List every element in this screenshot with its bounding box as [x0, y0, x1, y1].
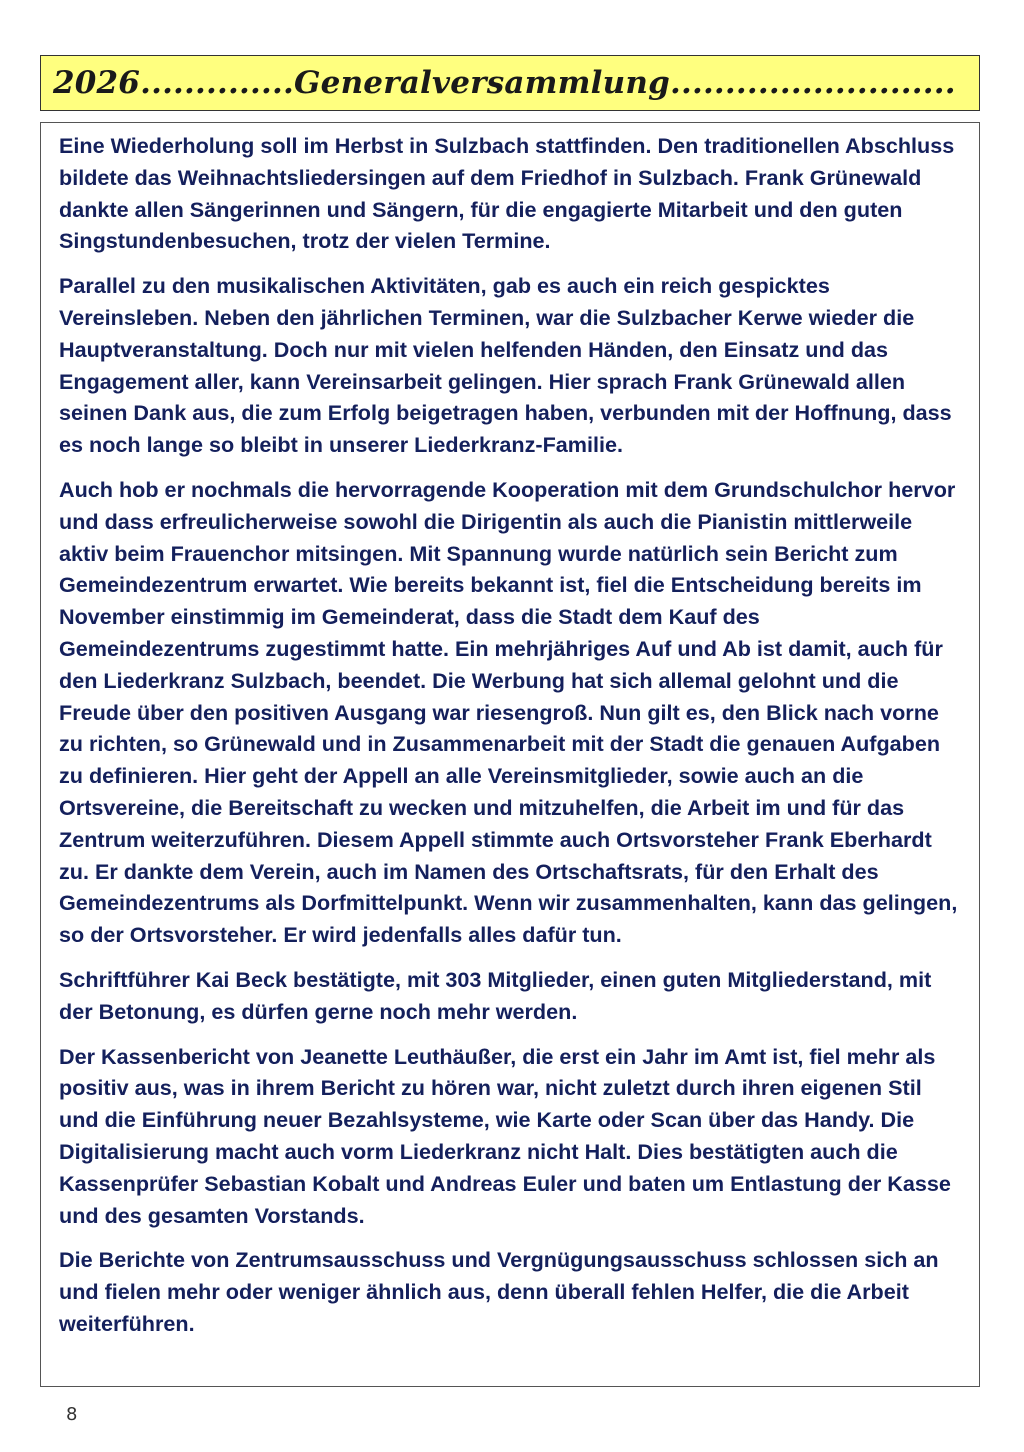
paragraph-treasury-report: Der Kassenbericht von Jeanette Leuthäußer, die erst ein Jahr im Amt ist, fiel mehr als positiv aus, was in ihrem Bericht zu hören war, nicht zuletzt durch ihren eigenen Stil und die Einführung neuer Bezahlsysteme, wie Karte oder Scan über das Handy. Die Digitalisierung macht auch vorm Liederkranz nicht Halt. Dies bestätigten auch die Kassenprüfer Sebastian Kobalt und Andreas Euler und baten um Entlastung der Kasse und des gesamten Vorstands. [59, 1043, 951, 1228]
title-bar [40, 55, 980, 111]
paragraph-community-center: Auch hob er nochmals die hervorragende Kooperation mit dem Grundschulchor hervor und dass erfreulicherweise sowohl die Dirigentin als auch die Pianistin mittlerweile aktiv beim Frauenchor mitsingen. Mit Spannung wurde natürlich sein Bericht zum Gemeindezentrum erwartet. Wie bereits bekannt ist, fiel die Entscheidung bereits im November einstimmig im Gemeinderat, dass die Stadt dem Kauf des Gemeindezentrums zugestimmt hatte. Ein mehrjähriges Auf und Ab ist damit, auch für den Liederkranz Sulzbach, beendet. Die Werbung hat sich allemal gelohnt und die Freude über den positiven Ausgang war riesengroß. Nun gilt es, den Blick nach vorne zu richten, so Grünewald und in Zusammenarbeit mit der Stadt die genauen Aufgaben zu definieren. Hier geht der Appell an alle Vereinsmitglieder, sowie auch an die Ortsvereine, die Bereitschaft zu wecken und mitzuhelfen, die Arbeit im und für das Zentrum weiterzuführen. Diesem Appell stimmte auch Ortsvorsteher Frank Eberhardt zu. Er dankte dem Verein, auch im Namen des Ortschaftsrats, für den Erhalt des Gemeindezentrums als Dorfmittelpunkt. Wenn wir zusammenhalten, kann das gelingen, so der Ortsvorsteher. Er wird jedenfalls alles dafür tun. [59, 476, 958, 948]
paragraph-rehearsal-thanks: Eine Wiederholung soll im Herbst in Sulzbach stattfinden. Den traditionellen Abschluss bildete das Weihnachtsliedersingen auf dem Friedhof in Sulzbach. Frank Grünewald dankte allen Sängerinnen und Sängern, für die engagierte Mitarbeit und den guten Singstundenbesuchen, trotz der vielen Termine. [59, 133, 955, 254]
paragraph-club-life: Parallel zu den musikalischen Aktivitäten, gab es auch ein reich gespicktes Vereinsleben. Neben den jährlichen Terminen, war die Sulzbacher Kerwe wieder die Hauptveranstaltung. Doch nur mit vielen helfenden Händen, den Einsatz und das Engagement aller, kann Vereinsarbeit gelingen. Hier sprach Frank Grünewald allen seinen Dank aus, die zum Erfolg beigetragen haben, verbunden mit der Hoffnung, dass es noch lange so bleibt in unserer Liederkranz-Familie. [59, 273, 952, 458]
paragraph-committee-reports: Die Berichte von Zentrumsausschuss und Vergnügungsausschuss schlossen sich an und fielen mehr oder weniger ähnlich aus, denn überall fehlen Helfer, die die Arbeit weiterführen. [59, 1247, 939, 1336]
paragraph-secretary-report: Schriftführer Kai Beck bestätigte, mit 303 Mitglieder, einen guten Mitgliederstand, mit der Betonung, es dürfen gerne noch mehr werden. [59, 966, 932, 1024]
page-number: 8 [66, 1404, 78, 1425]
article-body [40, 122, 980, 1387]
page-title: 2026..............Generalversammlung.......................... [53, 65, 956, 101]
